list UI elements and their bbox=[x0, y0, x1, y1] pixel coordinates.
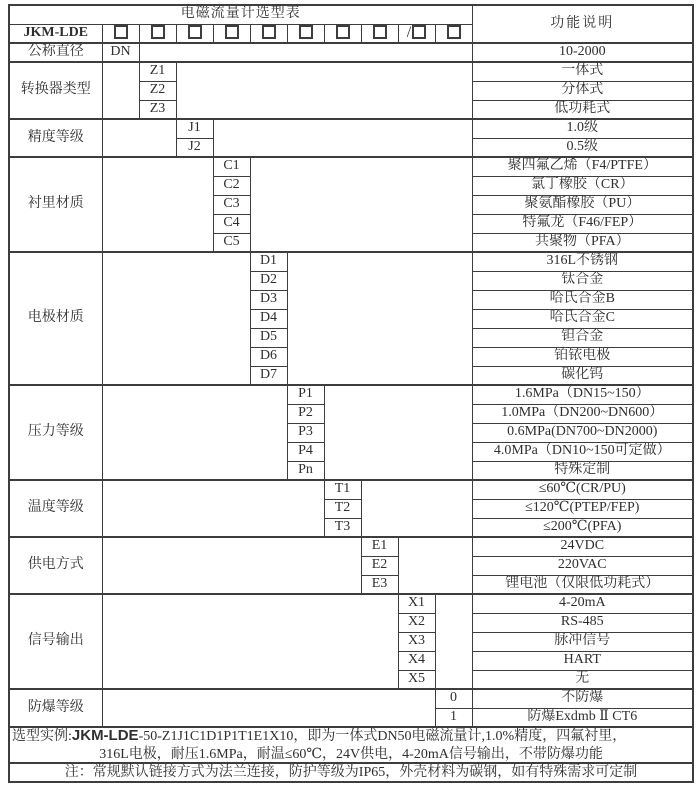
description-cell: 一体式 bbox=[472, 62, 693, 81]
description-cell: 0.5级 bbox=[472, 138, 693, 157]
section-label: 供电方式 bbox=[9, 537, 102, 594]
checkbox-icon[interactable] bbox=[412, 25, 426, 39]
gap-cell bbox=[324, 385, 472, 480]
code-slot-cell bbox=[213, 24, 250, 43]
section-label: 防爆等级 bbox=[9, 689, 102, 727]
gap-cell bbox=[139, 43, 472, 62]
gap-cell bbox=[102, 385, 287, 480]
description-cell: 无 bbox=[472, 670, 693, 689]
code-cell: E3 bbox=[361, 575, 398, 594]
function-column-header: 功能说明 bbox=[472, 5, 693, 43]
code-cell: X4 bbox=[398, 651, 435, 670]
code-cell: C5 bbox=[213, 233, 250, 252]
checkbox-icon[interactable] bbox=[447, 25, 461, 39]
selection-example bbox=[9, 727, 693, 763]
description-cell: 铂铱电极 bbox=[472, 347, 693, 366]
code-slot-cell bbox=[102, 24, 139, 43]
description-cell: 1.6MPa（DN15~150） bbox=[472, 385, 693, 404]
description-cell: ≤200℃(PFA) bbox=[472, 518, 693, 537]
code-slot-cell bbox=[250, 24, 287, 43]
description-cell: 聚氨酯橡胶（PU） bbox=[472, 195, 693, 214]
description-cell: 分体式 bbox=[472, 81, 693, 100]
description-cell: 锂电池（仅限低功耗式） bbox=[472, 575, 693, 594]
example-rest: -50-Z1J1C1D1P1T1E1X10，即为一体式DN50电磁流量计,1.0%精度，四氟衬里， bbox=[138, 729, 627, 744]
checkbox-icon[interactable] bbox=[373, 25, 387, 39]
code-slot-cell bbox=[287, 24, 324, 43]
code-cell: D2 bbox=[250, 271, 287, 290]
gap-cell bbox=[398, 537, 472, 594]
description-cell: ≤60℃(CR/PU) bbox=[472, 480, 693, 499]
code-cell: T1 bbox=[324, 480, 361, 499]
description-cell: 共聚物（PFA） bbox=[472, 233, 693, 252]
table-title: 电磁流量计选型表 bbox=[9, 5, 472, 24]
spec-row bbox=[9, 480, 693, 499]
gap-cell bbox=[102, 537, 361, 594]
title-row bbox=[9, 5, 693, 24]
table-section-rows bbox=[9, 43, 693, 727]
code-cell: P3 bbox=[287, 423, 324, 442]
code-cell: X5 bbox=[398, 670, 435, 689]
gap-cell bbox=[213, 119, 472, 157]
code-slot-cell bbox=[435, 24, 472, 43]
checkbox-icon[interactable] bbox=[262, 25, 276, 39]
code-cell: X1 bbox=[398, 594, 435, 613]
description-cell: 聚四氟乙烯（F4/PTFE） bbox=[472, 157, 693, 176]
code-cell: X3 bbox=[398, 632, 435, 651]
code-cell: C3 bbox=[213, 195, 250, 214]
section-label: 精度等级 bbox=[9, 119, 102, 157]
code-cell: E1 bbox=[361, 537, 398, 556]
model-prefix: JKM-LDE bbox=[9, 24, 102, 43]
spec-row bbox=[9, 119, 693, 138]
code-cell: J2 bbox=[176, 138, 213, 157]
section-label: 信号输出 bbox=[9, 594, 102, 689]
section-label: 衬里材质 bbox=[9, 157, 102, 252]
code-cell: T3 bbox=[324, 518, 361, 537]
code-cell: X2 bbox=[398, 613, 435, 632]
code-cell: P4 bbox=[287, 442, 324, 461]
description-cell: 10-2000 bbox=[472, 43, 693, 62]
gap-cell bbox=[435, 594, 472, 689]
section-label: 转换器类型 bbox=[9, 62, 102, 119]
code-cell: 0 bbox=[435, 689, 472, 708]
description-cell: 防爆Exdmb Ⅱ CT6 bbox=[472, 708, 693, 727]
description-cell: 哈氏合金C bbox=[472, 309, 693, 328]
gap-cell bbox=[102, 689, 435, 727]
code-cell: D3 bbox=[250, 290, 287, 309]
code-cell: D4 bbox=[250, 309, 287, 328]
code-slot-cell bbox=[176, 24, 213, 43]
checkbox-icon[interactable] bbox=[336, 25, 350, 39]
spec-row bbox=[9, 43, 693, 62]
checkbox-icon[interactable] bbox=[151, 25, 165, 39]
description-cell: 钛合金 bbox=[472, 271, 693, 290]
description-cell: 钽合金 bbox=[472, 328, 693, 347]
example-line-2: 316L电极，耐压1.6MPa，耐温≤60℃，24V供电，4-20mA信号输出，不带防爆功能 bbox=[99, 746, 603, 762]
checkbox-icon[interactable] bbox=[188, 25, 202, 39]
gap-cell bbox=[361, 480, 472, 537]
code-cell: C4 bbox=[213, 214, 250, 233]
code-cell: P2 bbox=[287, 404, 324, 423]
example-prefix: 选型实例: bbox=[12, 729, 72, 744]
spec-row bbox=[9, 594, 693, 613]
description-cell: 1.0级 bbox=[472, 119, 693, 138]
code-cell: 1 bbox=[435, 708, 472, 727]
gap-cell bbox=[102, 480, 324, 537]
gap-cell bbox=[102, 119, 176, 157]
description-cell: 脉冲信号 bbox=[472, 632, 693, 651]
description-cell: 哈氏合金B bbox=[472, 290, 693, 309]
checkbox-icon[interactable] bbox=[114, 25, 128, 39]
spec-row bbox=[9, 62, 693, 81]
example-row bbox=[9, 727, 693, 763]
code-cell: Pn bbox=[287, 461, 324, 480]
description-cell: 低功耗式 bbox=[472, 100, 693, 119]
code-cell: P1 bbox=[287, 385, 324, 404]
code-slot-cell bbox=[139, 24, 176, 43]
description-cell: 0.6MPa(DN700~DN2000) bbox=[472, 423, 693, 442]
gap-cell bbox=[176, 62, 472, 119]
code-cell: C2 bbox=[213, 176, 250, 195]
gap-cell bbox=[102, 594, 398, 689]
checkbox-icon[interactable] bbox=[225, 25, 239, 39]
code-cell: Z1 bbox=[139, 62, 176, 81]
code-slot-cell bbox=[324, 24, 361, 43]
section-label: 公称直径 bbox=[9, 43, 102, 62]
section-label: 温度等级 bbox=[9, 480, 102, 537]
code-cell: J1 bbox=[176, 119, 213, 138]
code-cell: DN bbox=[102, 43, 139, 62]
code-cell: C1 bbox=[213, 157, 250, 176]
selection-table bbox=[8, 4, 694, 783]
description-cell: 316L不锈钢 bbox=[472, 252, 693, 271]
description-cell: 不防爆 bbox=[472, 689, 693, 708]
description-cell: 碳化钨 bbox=[472, 366, 693, 385]
gap-cell bbox=[102, 252, 250, 385]
spec-row bbox=[9, 252, 693, 271]
code-cell: Z3 bbox=[139, 100, 176, 119]
description-cell: 特氟龙（F46/FEP） bbox=[472, 214, 693, 233]
gap-cell bbox=[287, 252, 472, 385]
section-label: 电极材质 bbox=[9, 252, 102, 385]
code-cell: D1 bbox=[250, 252, 287, 271]
code-cell: D7 bbox=[250, 366, 287, 385]
checkbox-icon[interactable] bbox=[299, 25, 313, 39]
code-cell: Z2 bbox=[139, 81, 176, 100]
code-slot-cell bbox=[361, 24, 398, 43]
description-cell: 220VAC bbox=[472, 556, 693, 575]
example-model-bold: JKM-LDE bbox=[71, 727, 139, 744]
code-slot-cell bbox=[398, 24, 435, 43]
code-cell: D6 bbox=[250, 347, 287, 366]
slash-separator: / bbox=[406, 24, 412, 41]
gap-cell bbox=[250, 157, 472, 252]
description-cell: 4-20mA bbox=[472, 594, 693, 613]
gap-cell bbox=[102, 157, 213, 252]
spec-row bbox=[9, 537, 693, 556]
description-cell: 24VDC bbox=[472, 537, 693, 556]
code-cell: T2 bbox=[324, 499, 361, 518]
description-cell: 1.0MPa（DN200~DN600） bbox=[472, 404, 693, 423]
code-cell: D5 bbox=[250, 328, 287, 347]
example-line-1 bbox=[12, 728, 690, 745]
description-cell: ≤120℃(PTEP/FEP) bbox=[472, 499, 693, 518]
description-cell: HART bbox=[472, 651, 693, 670]
description-cell: RS-485 bbox=[472, 613, 693, 632]
spec-row bbox=[9, 157, 693, 176]
section-label: 压力等级 bbox=[9, 385, 102, 480]
description-cell: 特殊定制 bbox=[472, 461, 693, 480]
note: 注：常规默认链接方式为法兰连接，防护等级为IP65，外壳材料为碳钢，如有特殊需求可定制 bbox=[9, 763, 693, 782]
gap-cell bbox=[102, 62, 139, 119]
spec-row bbox=[9, 385, 693, 404]
code-cell: E2 bbox=[361, 556, 398, 575]
table-head-rows bbox=[9, 5, 693, 43]
description-cell: 氯丁橡胶（CR） bbox=[472, 176, 693, 195]
note-row bbox=[9, 763, 693, 782]
description-cell: 4.0MPa（DN10~150可定做） bbox=[472, 442, 693, 461]
spec-row bbox=[9, 689, 693, 708]
table-footer-rows bbox=[9, 727, 693, 782]
